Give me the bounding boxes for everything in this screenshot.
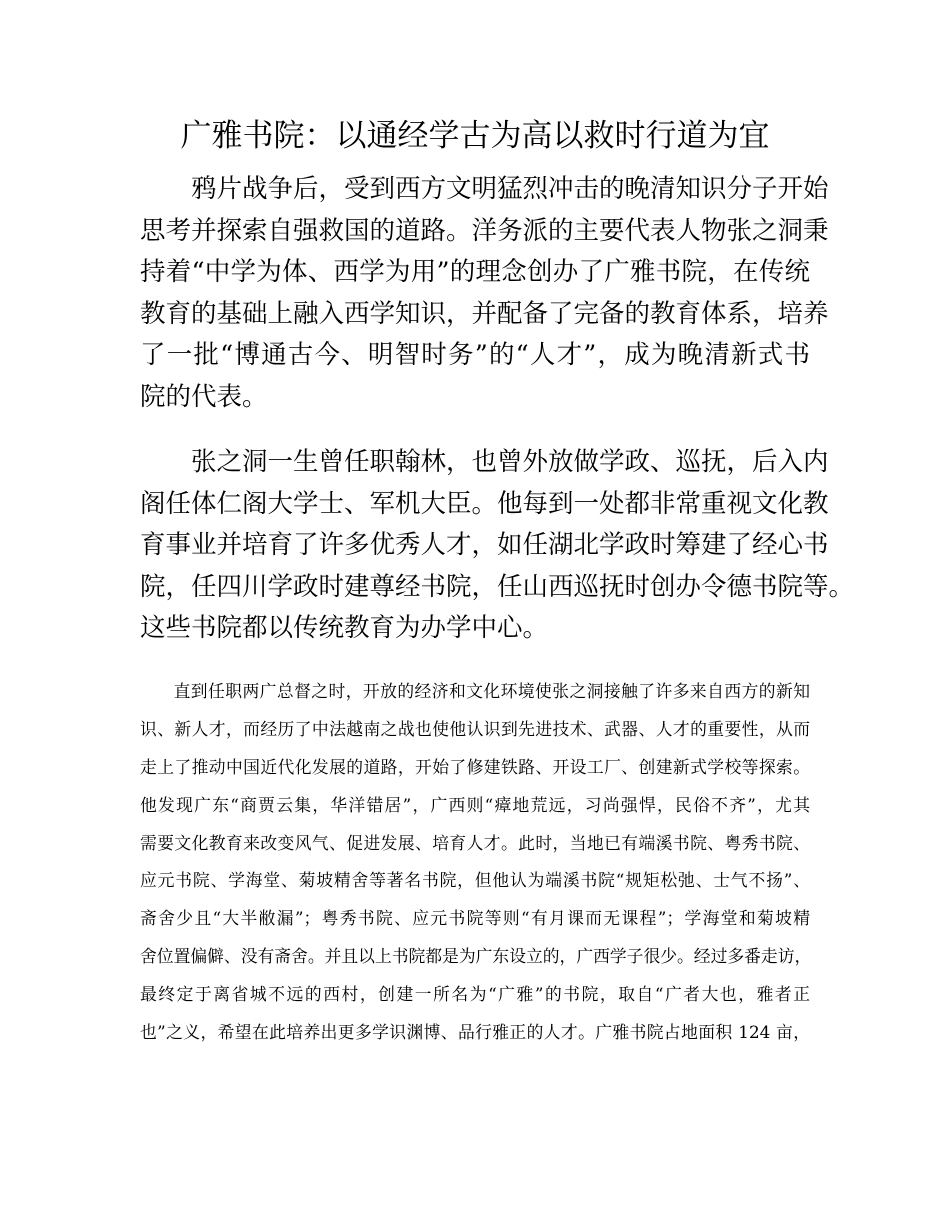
text-line: 需要文化教育来改变风气、促进发展、培育人才。此时，当地已有端溪书院、粤秀书院、	[140, 832, 810, 853]
text-line: 育事业并培育了许多优秀人才，如任湖北学政时筹建了经心书	[140, 530, 829, 561]
text-line: 教育的基础上融入西学知识，并配备了完备的教育体系，培养	[140, 298, 829, 329]
text-line: 舍位置偏僻、没有斋舍。并且以上书院都是为广东设立的，广西学子很少。经过多番走访，	[140, 946, 812, 967]
text-line: 斋舍少且“大半敝漏”；粤秀书院、应元书院等则“有月课而无课程”；学海堂和菊坡精	[140, 908, 810, 929]
text-line: 院的代表。	[140, 381, 268, 412]
text-line: 识、新人才，而经历了中法越南之战也使他认识到先进技术、武器、人才的重要性，从而	[140, 718, 810, 739]
text-line: 院，任四川学政时建尊经书院，任山西巡抚时创办令德书院等。	[140, 571, 855, 602]
text-line: 最终定于离省城不远的西村，创建一所名为“广雅”的书院，取自“广者大也，雅者正	[140, 984, 810, 1005]
text-line: 思考并探索自强救国的道路。洋务派的主要代表人物张之洞秉	[140, 215, 829, 246]
text-line: 张之洞一生曾任职翰林，也曾外放做学政、巡抚，后入内	[191, 447, 829, 477]
paragraph-guangya-founding	[140, 673, 810, 1052]
paragraph-opium-war	[140, 169, 829, 419]
text-line: 走上了推动中国近代化发展的道路，开始了修建铁路、开设工厂、创建新式学校等探索。	[140, 756, 810, 777]
text-line: 直到任职两广总督之时，开放的经济和文化环境使张之洞接触了许多来自西方的新知	[173, 681, 810, 701]
paragraph-zhang-career	[140, 442, 855, 650]
text-line: 持着“中学为体、西学为用”的理念创办了广雅书院，在传统	[140, 257, 810, 288]
text-line: 应元书院、学海堂、菊坡精舍等著名书院，但他认为端溪书院“规矩松弛、士气不扬”、	[140, 870, 810, 891]
text-line: 这些书院都以传统教育为办学中心。	[140, 613, 549, 644]
text-line: 他发现广东“商贾云集，华洋错居”，广西则“瘴地荒远，习尚强悍，民俗不齐”，尤其	[140, 794, 810, 815]
text-line: 鸦片战争后，受到西方文明猛烈冲击的晚清知识分子开始	[191, 174, 829, 204]
text-line: 也”之义，希望在此培养出更多学识渊博、品行雅正的人才。广雅书院占地面积 124 亩，	[140, 1022, 810, 1043]
text-line: 了一批“博通古今、明智时务”的“人才”，成为晚清新式书	[140, 340, 810, 371]
document-title: 广雅书院：以通经学古为高以救时行道为宜	[180, 118, 770, 154]
text-line: 阁任体仁阁大学士、军机大臣。他每到一处都非常重视文化教	[140, 488, 829, 519]
